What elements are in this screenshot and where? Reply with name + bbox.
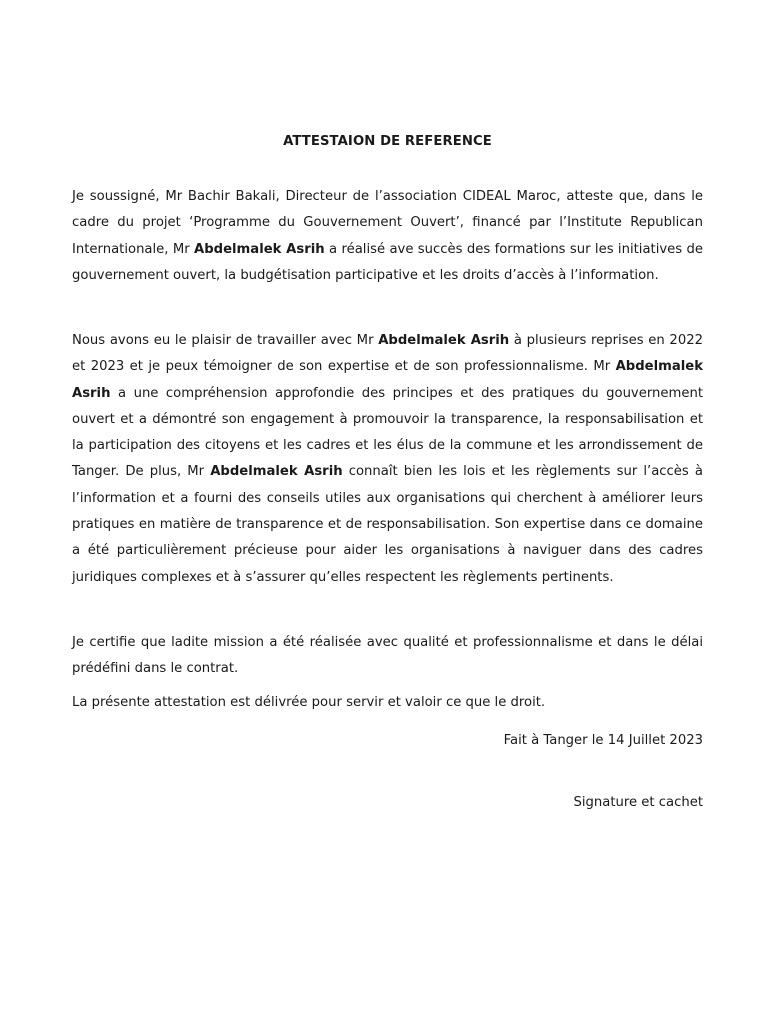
intro-text-b: a réalisé ave succès des formations sur les initiatives de gouvernement ouvert, la budgétisation participative et les droits d’accès à l’information.: [72, 241, 704, 283]
person-name: Abdelmalek Asrih: [72, 359, 703, 401]
signature-label: Signature et cachet: [573, 795, 703, 810]
document-page: [72, 0, 703, 1024]
experience-text-d: connaît bien les lois et les règlements sur l’accès à l’information et a fourni des conseils utiles aux organisations qui cherchent à améliorer leurs pratiques en matière de transparence et de responsabilisation. Son expertise dans ce domaine a été particulièrement précieuse pour aider les organisations à naviguer dans des cadres juridiques complexes et à s’assurer qu’elles respectent les règlements pertinents.: [72, 464, 703, 585]
place-date: Fait à Tanger le 14 Juillet 2023: [503, 733, 703, 748]
person-name: Abdelmalek Asrih: [210, 464, 343, 480]
experience-text-c: a une compréhension approfondie des principes et des pratiques du gouvernement ouvert et a démontré son engagement à promouvoir la transparence, la responsabilisation et la participation des citoyens et les cadres et les élus de la commune et les arrondissement de Tanger. De plus, Mr: [72, 385, 703, 480]
experience-text-a: Nous avons eu le plaisir de travailler avec Mr: [72, 333, 379, 348]
intro-text-a: Je soussigné, Mr Bachir Bakali, Directeur de l’association CIDEAL Maroc, atteste que, dans le cadre du projet ‘Programme du Gouvernement Ouvert’, financé par l’Institute Republican Internationale, Mr: [72, 189, 703, 257]
person-name: Abdelmalek Asrih: [378, 333, 510, 348]
paragraph-experience: [72, 328, 703, 591]
paragraph-certification: Je certifie que ladite mission a été réalisée avec qualité et professionnalisme et dans le délai prédéfini dans le contrat.: [72, 635, 703, 677]
document-title: ATTESTAION DE REFERENCE: [283, 134, 492, 149]
paragraph-closing: La présente attestation est délivrée pour servir et valoir ce que le droit.: [72, 695, 546, 710]
paragraph-intro: [72, 184, 703, 289]
person-name: Abdelmalek Asrih: [194, 241, 325, 257]
experience-text-b: à plusieurs reprises en 2022 et 2023 et je peux témoigner de son expertise et de son professionnalisme. Mr: [72, 333, 703, 375]
